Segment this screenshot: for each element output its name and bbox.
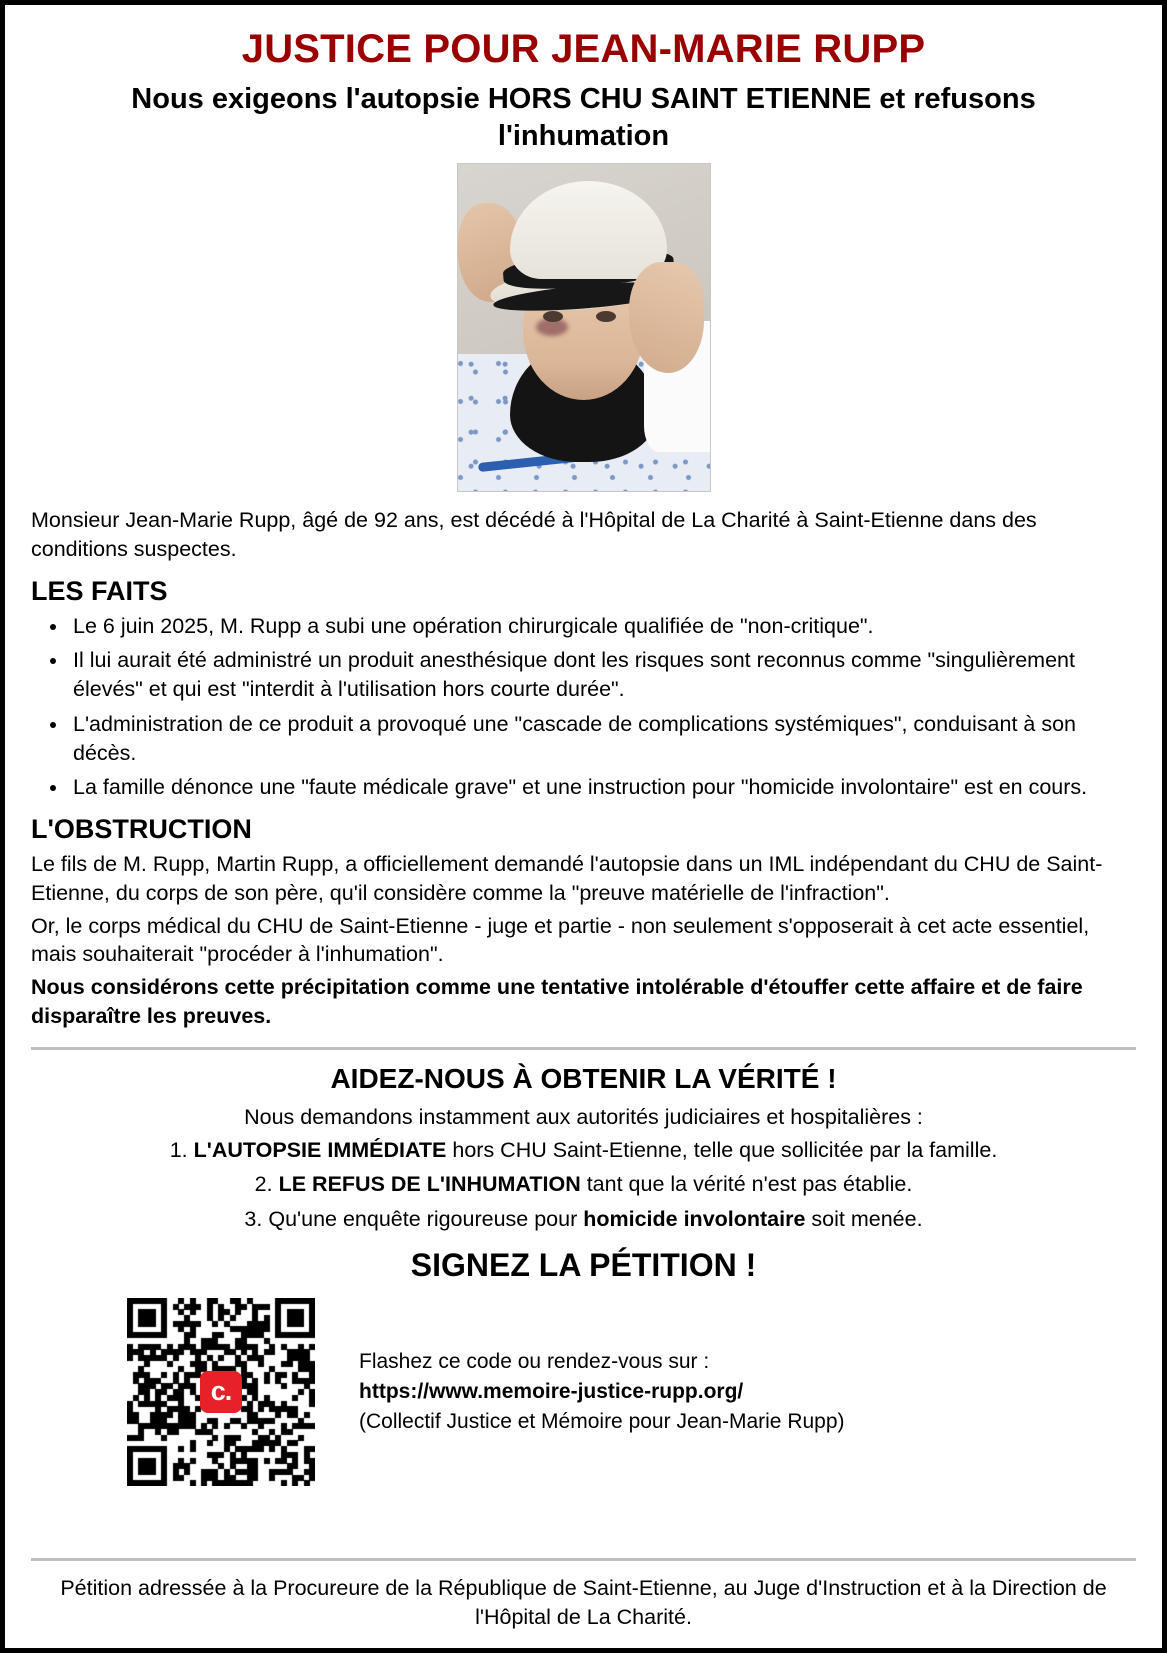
demand-3-bold: homicide involontaire <box>583 1207 806 1232</box>
page-title: JUSTICE POUR JEAN-MARIE RUPP <box>241 27 926 71</box>
footer-divider <box>31 1558 1136 1561</box>
list-item: • Il lui aurait été administré un produit anesthésique dont les risques sont reconnus comme "singulièrement élevés" et qui est "interdit à l'utilisation hors courte durée". <box>69 646 1136 704</box>
cta-title: AIDEZ-NOUS À OBTENIR LA VÉRITÉ ! <box>330 1062 837 1094</box>
petition-url[interactable]: https://www.memoire-justice-rupp.org/ <box>359 1379 744 1403</box>
demand-3-pre: Qu'une enquête rigoureuse pour <box>268 1207 584 1232</box>
qr-center-logo: c. <box>200 1371 242 1413</box>
right-hand <box>629 262 705 373</box>
list-item <box>31 1170 1136 1200</box>
demand-3-rest: soit menée. <box>805 1207 923 1232</box>
demand-2-bold: LE REFUS DE L'INHUMATION <box>278 1172 581 1197</box>
demands-list <box>31 1136 1136 1235</box>
footer-text: Pétition adressée à la Procureure de la République de Saint-Etienne, au Juge d'Instruction et à la Direction de l'Hôpital de La Charité. <box>60 1576 1107 1630</box>
cta-lead: Nous demandons instamment aux autorités judiciaires et hospitalières : <box>244 1104 923 1129</box>
qr-instruction-text: Flashez ce code ou rendez-vous sur : <box>359 1350 710 1373</box>
collective-name: (Collectif Justice et Mémoire pour Jean-Marie Rupp) <box>359 1409 845 1433</box>
sign-petition-title: SIGNEZ LA PÉTITION ! <box>410 1246 757 1283</box>
list-item: • La famille dénonce une "faute médicale grave" et une instruction pour "homicide involontaire" est en cours. <box>69 773 1136 802</box>
demand-1-rest: hors CHU Saint-Etienne, telle que sollicitée par la famille. <box>446 1137 998 1162</box>
section-heading-facts: LES FAITS <box>31 575 168 606</box>
list-item <box>31 1136 1136 1166</box>
list-item: • Le 6 juin 2025, M. Rupp a subi une opération chirurgicale qualifiée de "non-critique". <box>69 612 1136 641</box>
obstruction-paragraph-1: Le fils de M. Rupp, Martin Rupp, a officiellement demandé l'autopsie dans un IML indépendant du CHU de Saint-Etienne, du corps de son père, qu'il considère comme la "preuve matérielle de l'infraction". <box>31 851 1103 905</box>
portrait-photo-container <box>31 163 1136 492</box>
portrait-photo <box>457 163 711 492</box>
intro-paragraph: Monsieur Jean-Marie Rupp, âgé de 92 ans, est décédé à l'Hôpital de La Charité à Saint-Etienne dans des conditions suspectes. <box>31 508 1037 562</box>
list-item <box>31 1205 1136 1235</box>
demand-1-bold: L'AUTOPSIE IMMÉDIATE <box>193 1137 447 1162</box>
page-subtitle: Nous exigeons l'autopsie HORS CHU SAINT ETIENNE et refusons l'inhumation <box>131 83 1036 153</box>
demand-2-rest: tant que la vérité n'est pas établie. <box>580 1172 913 1197</box>
obstruction-paragraph-2: Or, le corps médical du CHU de Saint-Etienne - juge et partie - non seulement s'opposerait à cet acte essentiel, mais souhaiterait "procéder à l'inhumation". <box>31 913 1090 967</box>
petition-instructions <box>359 1347 845 1436</box>
section-divider <box>31 1047 1136 1050</box>
petition-qr-row <box>31 1298 1136 1486</box>
section-heading-obstruction: L'OBSTRUCTION <box>31 814 252 845</box>
qr-code[interactable] <box>127 1298 315 1486</box>
list-item: • L'administration de ce produit a provoqué une "cascade de complications systémiques", conduisant à son décès. <box>69 710 1136 768</box>
footer <box>5 1542 1162 1648</box>
facts-list <box>31 612 1136 803</box>
poster-content <box>5 5 1162 1648</box>
obstruction-paragraph-3: Nous considérons cette précipitation comme une tentative intolérable d'étouffer cette affaire et de faire disparaître les preuves. <box>31 975 1083 1028</box>
